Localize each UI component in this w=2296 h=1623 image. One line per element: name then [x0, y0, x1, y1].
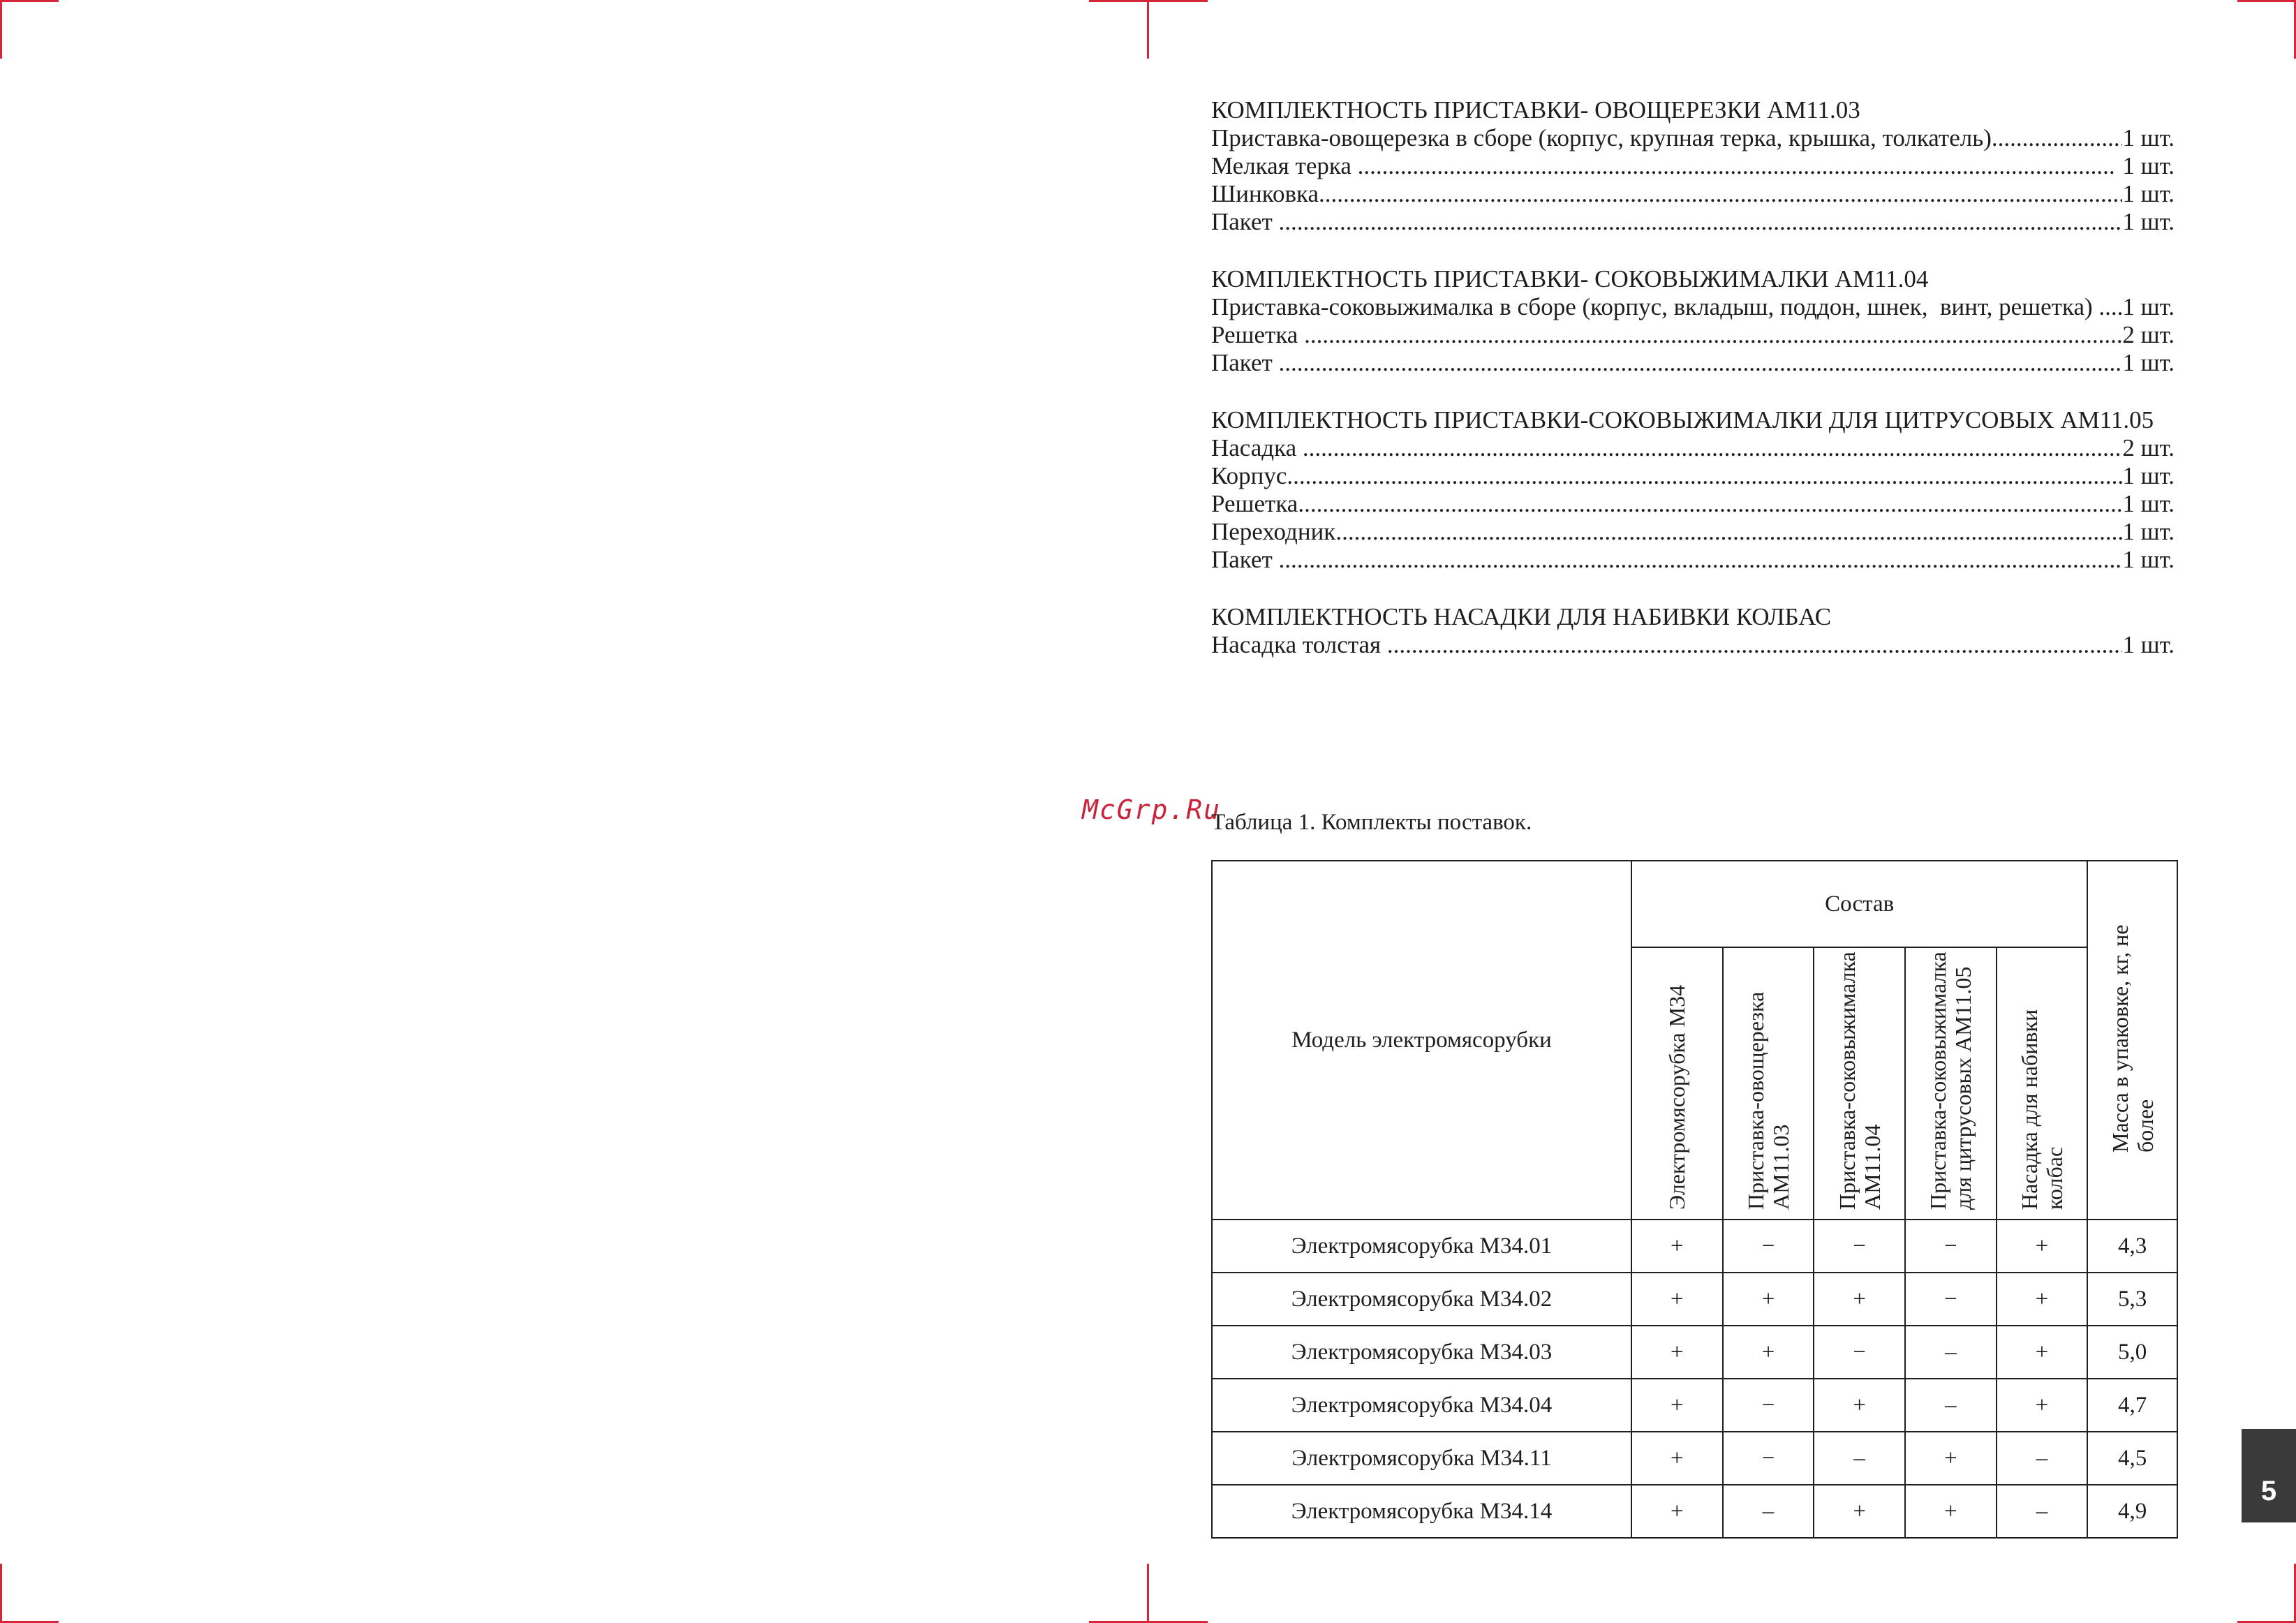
sub-header	[1631, 947, 1723, 1220]
page-number: 5	[2242, 1429, 2296, 1522]
dot-leader	[1287, 462, 2122, 490]
list-item	[1211, 462, 2175, 490]
mass-cell: 5,3	[2087, 1273, 2177, 1326]
sub-header-label: Электромясорубка М34	[1664, 984, 1690, 1210]
sub-header-label: Приставка-овощерезка АМ11.03	[1743, 991, 1794, 1210]
composition-header: Состав	[1631, 861, 2087, 947]
list-item	[1211, 124, 2175, 152]
model-cell: Электромясорубка М34.01	[1212, 1220, 1631, 1273]
dot-leader	[1303, 434, 2123, 462]
composition-cell: –	[1905, 1379, 1997, 1432]
section-title: КОМПЛЕКТНОСТЬ ПРИСТАВКИ-СОКОВЫЖИМАЛКИ ДЛЯ ЦИТРУСОВЫХ АМ11.05	[1211, 406, 2154, 433]
dot-leader	[1387, 631, 2123, 659]
mass-cell: 4,9	[2087, 1485, 2177, 1538]
crop-mark	[0, 0, 59, 2]
item-quantity: 1 шт.	[2122, 546, 2175, 573]
table-row	[1212, 1432, 2177, 1485]
model-header: Модель электромясорубки	[1212, 861, 1631, 1220]
model-cell: Электромясорубка М34.03	[1212, 1326, 1631, 1379]
item-quantity: 2 шт.	[2122, 321, 2175, 348]
watermark: McGrp.Ru	[1082, 794, 1222, 825]
list-item	[1211, 434, 2175, 462]
delivery-sets-table	[1211, 860, 2178, 1539]
item-name: Мелкая терка	[1211, 152, 1358, 179]
item-quantity: 2 шт.	[2122, 434, 2175, 461]
item-quantity: 1 шт.	[2122, 124, 2175, 151]
composition-cell: –	[1997, 1432, 2088, 1485]
item-name: Переходник	[1211, 518, 1336, 545]
composition-cell: +	[1997, 1379, 2088, 1432]
composition-cell: +	[1997, 1273, 2088, 1326]
list-item	[1211, 490, 2175, 518]
crop-mark	[1147, 1564, 1149, 1623]
item-quantity: 1 шт.	[2122, 180, 2175, 207]
item-name: Пакет	[1211, 546, 1279, 573]
completeness-section	[1211, 265, 2175, 377]
dot-leader	[1319, 180, 2122, 208]
completeness-section	[1211, 96, 2175, 236]
composition-cell: +	[1631, 1485, 1723, 1538]
composition-cell: +	[1814, 1379, 1905, 1432]
dot-leader	[2098, 293, 2122, 321]
item-name: Насадка толстая	[1211, 631, 1387, 658]
composition-cell: –	[1723, 1485, 1814, 1538]
model-cell: Электромясорубка М34.11	[1212, 1432, 1631, 1485]
sub-header	[1905, 947, 1997, 1220]
crop-mark	[2237, 0, 2296, 2]
composition-cell: +	[1814, 1273, 1905, 1326]
item-quantity: 1 шт.	[2122, 208, 2175, 235]
mass-header	[2087, 861, 2177, 1220]
model-cell: Электромясорубка М34.14	[1212, 1485, 1631, 1538]
sub-header	[1814, 947, 1905, 1220]
table-row	[1212, 1379, 2177, 1432]
mass-cell: 4,7	[2087, 1379, 2177, 1432]
crop-mark	[1089, 0, 1208, 2]
composition-cell: +	[1814, 1485, 1905, 1538]
composition-cell: +	[1997, 1326, 2088, 1379]
dot-leader	[1279, 349, 2123, 377]
dot-leader	[1992, 124, 2123, 152]
composition-cell: +	[1631, 1220, 1723, 1273]
dot-leader	[1304, 321, 2122, 349]
composition-cell: +	[1631, 1379, 1723, 1432]
model-cell: Электромясорубка М34.04	[1212, 1379, 1631, 1432]
table-caption: Таблица 1. Комплекты поставок.	[1211, 810, 1532, 835]
item-quantity: 1 шт.	[2122, 462, 2175, 489]
composition-cell: −	[1905, 1273, 1997, 1326]
item-name: Решетка	[1211, 321, 1305, 348]
item-name: Корпус	[1211, 462, 1287, 489]
section-title: КОМПЛЕКТНОСТЬ ПРИСТАВКИ- СОКОВЫЖИМАЛКИ АМ11.04	[1211, 265, 1929, 292]
composition-cell: –	[1905, 1326, 1997, 1379]
item-name: Пакет	[1211, 208, 1279, 235]
sub-header-label: Приставка-соковыжималка для цитрусовых АМ11.05	[1925, 951, 1976, 1210]
table-row	[1212, 1273, 2177, 1326]
section-title: КОМПЛЕКТНОСТЬ НАСАДКИ ДЛЯ НАБИВКИ КОЛБАС	[1211, 603, 1832, 630]
composition-cell: +	[1723, 1273, 1814, 1326]
mass-header-label: Масса в упаковке, кг, не более	[2107, 924, 2158, 1153]
list-item	[1211, 631, 2175, 659]
completeness-section	[1211, 406, 2175, 574]
list-item	[1211, 546, 2175, 574]
mass-cell: 4,5	[2087, 1432, 2177, 1485]
composition-cell: +	[1631, 1273, 1723, 1326]
composition-cell: +	[1723, 1326, 1814, 1379]
completeness-section	[1211, 603, 2175, 659]
item-name: Пакет	[1211, 349, 1279, 376]
item-quantity: 1 шт.	[2122, 631, 2175, 658]
list-item	[1211, 293, 2175, 321]
sub-header-label: Насадка для набивки колбас	[2016, 1009, 2067, 1210]
crop-mark	[1147, 0, 1149, 59]
composition-cell: +	[1631, 1326, 1723, 1379]
item-name: Приставка-овощерезка в сборе (корпус, крупная терка, крышка, толкатель)	[1211, 124, 1992, 151]
sub-header	[1997, 947, 2088, 1220]
crop-mark	[0, 0, 2, 59]
composition-cell: +	[1905, 1485, 1997, 1538]
item-name: Шинковка	[1211, 180, 1319, 207]
item-quantity: 1 шт.	[2122, 518, 2175, 545]
composition-cell: +	[1997, 1220, 2088, 1273]
item-quantity: 1 шт.	[2116, 152, 2175, 179]
item-quantity: 1 шт.	[2122, 490, 2175, 517]
item-name: Приставка-соковыжималка в сборе (корпус, вкладыш, поддон, шнек, винт, решетка)	[1211, 293, 2099, 320]
sub-header-label: Приставка-соковыжималка АМ11.04	[1834, 951, 1885, 1210]
composition-cell: −	[1905, 1220, 1997, 1273]
list-item	[1211, 321, 2175, 349]
mass-cell: 5,0	[2087, 1326, 2177, 1379]
list-item	[1211, 180, 2175, 208]
composition-cell: –	[1814, 1432, 1905, 1485]
dot-leader	[1335, 518, 2122, 546]
table-row	[1212, 1485, 2177, 1538]
composition-cell: −	[1814, 1220, 1905, 1273]
item-name: Решетка	[1211, 490, 1298, 517]
item-quantity: 1 шт.	[2122, 293, 2175, 320]
composition-cell: +	[1905, 1432, 1997, 1485]
item-name: Насадка	[1211, 434, 1303, 461]
composition-cell: −	[1723, 1432, 1814, 1485]
dot-leader	[1298, 490, 2122, 518]
table-row	[1212, 1220, 2177, 1273]
composition-cell: +	[1631, 1432, 1723, 1485]
table-row	[1212, 1326, 2177, 1379]
item-quantity: 1 шт.	[2122, 349, 2175, 376]
composition-cell: –	[1997, 1485, 2088, 1538]
list-item	[1211, 349, 2175, 377]
list-item	[1211, 152, 2175, 180]
mass-cell: 4,3	[2087, 1220, 2177, 1273]
crop-mark	[0, 1564, 2, 1623]
dot-leader	[1279, 208, 2123, 236]
composition-cell: −	[1723, 1379, 1814, 1432]
completeness-lists	[1211, 96, 2175, 688]
section-title: КОМПЛЕКТНОСТЬ ПРИСТАВКИ- ОВОЩЕРЕЗКИ АМ11.03	[1211, 96, 1860, 124]
sub-header	[1723, 947, 1814, 1220]
dot-leader	[1279, 546, 2123, 574]
list-item	[1211, 208, 2175, 236]
composition-cell: −	[1723, 1220, 1814, 1273]
dot-leader	[1358, 152, 2117, 180]
model-cell: Электромясорубка М34.02	[1212, 1273, 1631, 1326]
composition-cell: −	[1814, 1326, 1905, 1379]
list-item	[1211, 518, 2175, 546]
